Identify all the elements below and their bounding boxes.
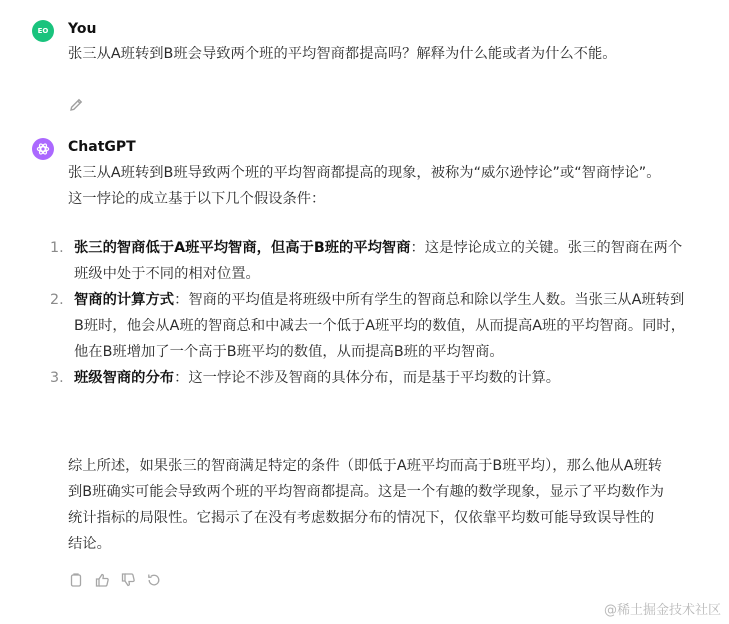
list-item-title: 智商的计算方式 xyxy=(74,292,175,308)
list-item xyxy=(50,235,688,287)
list-item-body: ：这是悖论成立的关键。张三的智商在两个班级中处于不同的相对位置。 xyxy=(74,240,683,282)
regenerate-icon[interactable] xyxy=(146,572,162,588)
assistant-author-name: ChatGPT xyxy=(68,139,136,155)
copy-icon[interactable] xyxy=(68,572,84,588)
user-author-name: You xyxy=(68,21,97,37)
assistant-conclusion-text: 综上所述，如果张三的智商满足特定的条件（即低于A班平均而高于B班平均），那么他从A班转到B班确实可能会导致两个班的平均智商都提高。这是一个有趣的数学现象，显示了平均数作为统计指标的局限性。它揭示了在没有考虑数据分布的情况下，仅依靠平均数可能导致误导性的结论。 xyxy=(68,458,664,552)
chatgpt-logo-icon xyxy=(32,138,54,160)
list-item xyxy=(50,365,688,391)
assistant-intro-text: 张三从A班转到B班导致两个班的平均智商都提高的现象，被称为“威尔逊悖论”或“智商悖论”。这一悖论的成立基于以下几个假设条件： xyxy=(68,165,661,207)
thumbs-down-icon[interactable] xyxy=(120,572,136,588)
list-item-body: ：智商的平均值是将班级中所有学生的智商总和除以学生人数。当张三从A班转到B班时，他会从A班的智商总和中减去一个低于A班平均的数值，从而提高A班的平均智商。同时，他在B班增加了一个高于B班平均的数值，从而提高B班的平均智商。 xyxy=(74,292,686,360)
list-item xyxy=(50,287,688,365)
user-avatar-initials: EO xyxy=(37,27,49,35)
list-item-title: 张三的智商低于A班平均智商，但高于B班的平均智商 xyxy=(74,240,411,256)
message-actions xyxy=(68,572,162,588)
user-message xyxy=(32,18,692,118)
edit-icon[interactable] xyxy=(68,97,84,113)
thumbs-up-icon[interactable] xyxy=(94,572,110,588)
numbered-list xyxy=(50,235,688,391)
list-item-title: 班级智商的分布 xyxy=(74,370,175,386)
list-item-number: 2. xyxy=(50,292,64,308)
watermark: @稀土掘金技术社区 xyxy=(603,603,721,618)
list-item-body: ：这一悖论不涉及智商的具体分布，而是基于平均数的计算。 xyxy=(174,370,561,386)
user-message-text: 张三从A班转到B班会导致两个班的平均智商都提高吗？解释为什么能或者为什么不能。 xyxy=(68,46,617,62)
assistant-message xyxy=(32,137,692,597)
list-item-number: 1. xyxy=(50,240,64,256)
user-avatar xyxy=(32,20,54,42)
list-item-number: 3. xyxy=(50,370,64,386)
